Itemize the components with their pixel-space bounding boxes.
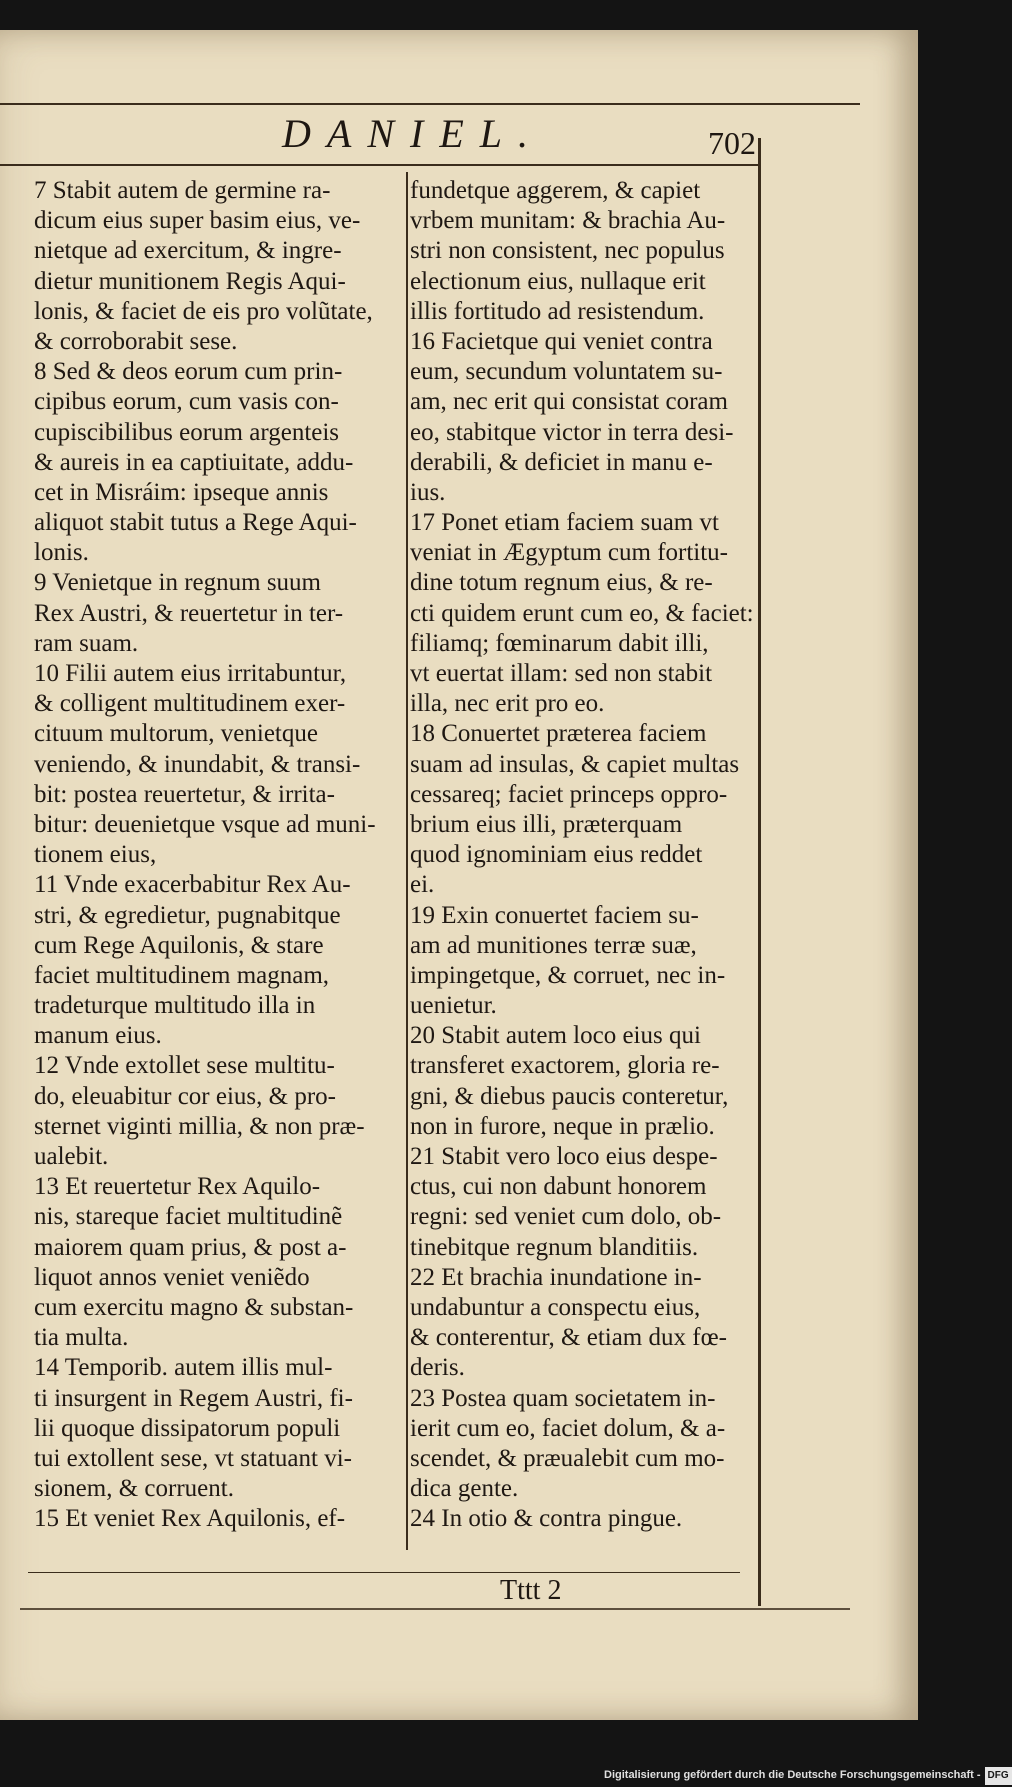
text-line: 7 Stabit autem de germine ra- — [34, 177, 331, 204]
text-line: ualebit. — [34, 1143, 109, 1170]
text-line: ierit cum eo, faciet dolum, & a- — [410, 1414, 726, 1442]
text-line: dine totum regnum eius, & re- — [410, 569, 713, 597]
text-line: 24 In otio & contra pingue. — [410, 1505, 683, 1533]
text-line: 23 Postea quam societatem in- — [410, 1384, 716, 1412]
text-line: quod ignominiam eius reddet — [410, 841, 703, 869]
text-line: stri, & egredietur, pugnabitque — [34, 901, 341, 929]
text-line: eum, secundum voluntatem su- — [410, 358, 723, 386]
text-line: 16 Facietque qui veniet contra — [410, 327, 713, 355]
text-line: vt euertat illam: sed non stabit — [410, 660, 713, 687]
text-line: illa, nec erit pro eo. — [410, 690, 605, 718]
footer-rule — [28, 1572, 740, 1573]
text-line: fundetque aggerem, & capiet — [410, 177, 701, 204]
text-line: lonis. — [34, 539, 89, 567]
text-line: cet in Misráim: ipseque annis — [34, 478, 329, 506]
text-line: deris. — [410, 1354, 465, 1382]
text-line: ei. — [410, 871, 435, 899]
text-line: & conterentur, & etiam dux fœ- — [410, 1324, 727, 1352]
text-line: maiorem quam prius, & post a- — [34, 1233, 347, 1261]
text-line: tui extollent sese, vt statuant vi- — [34, 1444, 352, 1472]
text-line: nis, stareque faciet multitudinẽ — [34, 1203, 343, 1231]
text-line: cituum multorum, venietque — [34, 720, 318, 748]
running-title: DANIEL. — [282, 111, 544, 156]
text-line: bit: postea reuertetur, & irrita- — [34, 780, 335, 808]
text-line: faciet multitudinem magnam, — [34, 961, 330, 989]
text-line: am ad munitiones terræ suæ, — [410, 931, 697, 959]
text-line: cupiscibilibus eorum argenteis — [34, 418, 340, 446]
text-line: uenietur. — [410, 992, 497, 1020]
text-line: dicum eius super basim eius, ve- — [34, 207, 361, 235]
top-rule — [0, 103, 860, 105]
text-line: & aureis in ea captiuitate, addu- — [34, 448, 354, 476]
text-line: electionum eius, nullaque erit — [410, 267, 706, 295]
text-line: impingetque, & corruet, nec in- — [410, 961, 726, 989]
text-line: cum exercitu magno & substan- — [34, 1293, 354, 1321]
text-line: eo, stabitque victor in terra desi- — [410, 418, 734, 446]
text-line: 20 Stabit autem loco eius qui — [410, 1022, 701, 1050]
text-line: lonis, & faciet de eis pro volũtate, — [34, 297, 373, 325]
text-line: liquot annos veniet veniẽdo — [34, 1263, 310, 1291]
book-page — [0, 30, 918, 1720]
bottom-rule — [20, 1608, 850, 1610]
text-line: ctus, cui non dabunt honorem — [410, 1173, 707, 1201]
text-line: suam ad insulas, & capiet multas — [410, 750, 740, 778]
text-line: tionem eius, — [34, 841, 157, 869]
text-line: derabili, & deficiet in manu e- — [410, 448, 713, 476]
text-line: tradeturque multitudo illa in — [34, 992, 316, 1020]
text-line: undabuntur a conspectu eius, — [410, 1293, 701, 1321]
text-line: ram suam. — [34, 629, 139, 657]
text-line: 19 Exin conuertet faciem su- — [410, 901, 699, 929]
text-line: scendet, & præualebit cum mo- — [410, 1444, 725, 1472]
text-line: Rex Austri, & reuertetur in ter- — [34, 599, 344, 627]
text-line: dica gente. — [410, 1475, 519, 1503]
text-line: 12 Vnde extollet sese multitu- — [34, 1052, 335, 1080]
text-line: regni: sed veniet cum dolo, ob- — [410, 1203, 722, 1231]
text-line: nietque ad exercitum, & ingre- — [34, 237, 342, 265]
text-line: cti quidem erunt cum eo, & faciet: — [410, 599, 754, 627]
text-line: gni, & diebus paucis conteretur, — [410, 1082, 729, 1110]
text-line: 17 Ponet etiam faciem suam vt — [410, 509, 719, 537]
text-line: veniat in Ægyptum cum fortitu- — [410, 539, 729, 567]
text-line: 14 Temporib. autem illis mul- — [34, 1354, 333, 1382]
text-line: 8 Sed & deos eorum cum prin- — [34, 358, 343, 386]
text-line: & corroborabit sese. — [34, 327, 238, 355]
text-line: stri non consistent, nec populus — [410, 237, 725, 265]
text-line: brium eius illi, præterquam — [410, 810, 683, 838]
text-line: filiamq; fœminarum dabit illi, — [410, 629, 709, 657]
digitization-credit — [604, 1766, 1009, 1784]
signature-mark: Tttt 2 — [500, 1575, 562, 1606]
left-column — [34, 176, 390, 1566]
text-line: cipibus eorum, cum vasis con- — [34, 388, 339, 416]
page-number: 702 — [708, 125, 756, 161]
text-line: sternet viginti millia, & non præ- — [34, 1112, 365, 1140]
dfg-logo: DFG — [985, 1767, 1012, 1785]
text-line: 13 Et reuertetur Rex Aquilo- — [34, 1173, 321, 1201]
text-line: 10 Filii autem eius irritabuntur, — [34, 660, 347, 687]
text-line: illis fortitudo ad resistendum. — [410, 297, 705, 325]
text-line: non in furore, neque in prælio. — [410, 1112, 715, 1140]
right-column — [410, 176, 754, 1566]
text-line: ius. — [410, 478, 446, 506]
text-line: vrbem munitam: & brachia Au- — [410, 207, 726, 235]
text-line: 18 Conuertet præterea faciem — [410, 720, 707, 748]
text-line: 21 Stabit vero loco eius despe- — [410, 1143, 718, 1170]
text-line: tia multa. — [34, 1324, 129, 1352]
text-line: 9 Venietque in regnum suum — [34, 569, 321, 597]
text-line: 15 Et veniet Rex Aquilonis, ef- — [34, 1505, 346, 1533]
text-line: & colligent multitudinem exer- — [34, 690, 346, 718]
right-margin-rule — [758, 138, 761, 1606]
text-line: lii quoque dissipatorum populi — [34, 1414, 341, 1442]
text-line: dietur munitionem Regis Aqui- — [34, 267, 346, 295]
text-line: aliquot stabit tutus a Rege Aqui- — [34, 509, 357, 537]
credit-text: Digitalisierung gefördert durch die Deutsche Forschungsgemeinschaft - — [604, 1769, 981, 1781]
text-line: manum eius. — [34, 1022, 162, 1050]
text-line: am, nec erit qui consistat coram — [410, 388, 728, 416]
column-divider — [406, 172, 408, 1550]
text-line: sionem, & corruent. — [34, 1475, 234, 1503]
text-line: cessareq; faciet princeps oppro- — [410, 780, 728, 808]
text-line: ti insurgent in Regem Austri, fi- — [34, 1384, 353, 1412]
text-line: 22 Et brachia inundatione in- — [410, 1263, 702, 1291]
text-line: veniendo, & inundabit, & transi- — [34, 750, 361, 778]
text-line: tinebitque regnum blanditiis. — [410, 1233, 699, 1261]
text-line: bitur: deuenietque vsque ad muni- — [34, 810, 376, 838]
text-line: do, eleuabitur cor eius, & pro- — [34, 1082, 336, 1110]
text-line: cum Rege Aquilonis, & stare — [34, 931, 324, 959]
text-line: 11 Vnde exacerbabitur Rex Au- — [34, 871, 351, 899]
header-rule — [0, 164, 760, 166]
text-line: transferet exactorem, gloria re- — [410, 1052, 720, 1080]
